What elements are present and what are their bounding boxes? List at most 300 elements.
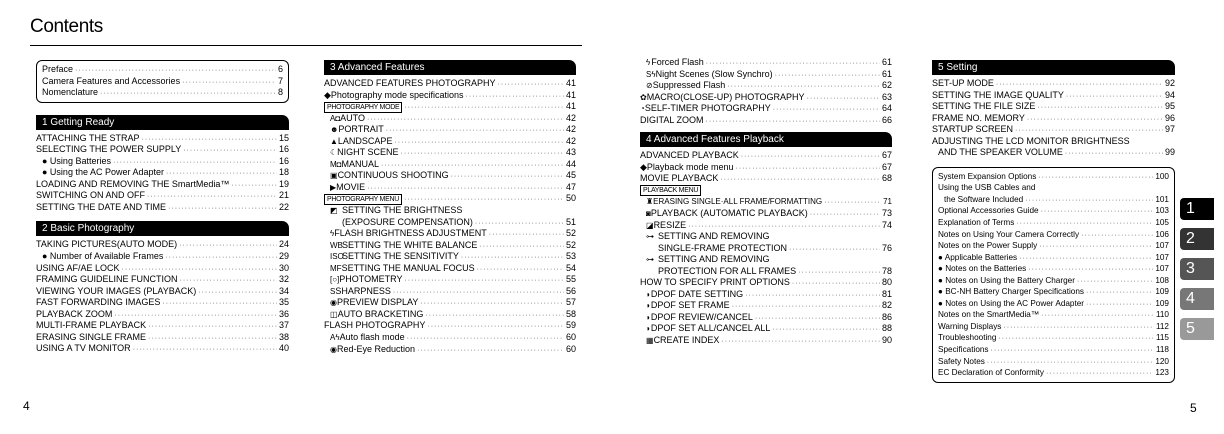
toc-entry-label: FRAME NO. MEMORY — [932, 112, 1025, 123]
toc-entry-page: 43 — [565, 147, 576, 158]
leader-dots — [1041, 310, 1154, 322]
toc-entry — [324, 182, 576, 194]
toc-entry — [324, 170, 576, 182]
toc-entry-label: ◆Photography mode specifications — [324, 89, 464, 100]
toc-entry-label: USING AF/AE LOCK — [36, 262, 120, 273]
toc-entry — [938, 298, 1169, 310]
toc-entry-page: 57 — [565, 297, 576, 308]
chapter-tab-1: 1 — [1180, 198, 1214, 220]
toc-entry-page: 60 — [565, 332, 576, 343]
toc-entry — [932, 78, 1175, 90]
leader-dots — [789, 244, 880, 256]
mode-icon: ◗ — [646, 324, 651, 334]
toc-entry — [932, 147, 1175, 159]
chapter-tab-5: 5 — [1180, 318, 1214, 340]
leader-dots — [461, 252, 564, 264]
toc-entry — [640, 277, 892, 289]
toc-entry — [640, 254, 892, 266]
toc-entry-label: System Expansion Options — [938, 171, 1037, 181]
leader-dots — [732, 301, 880, 313]
toc-entry-page: 97 — [1164, 124, 1175, 135]
toc-entry — [938, 229, 1169, 241]
leader-dots — [1037, 102, 1163, 114]
mode-icon: [○] — [330, 275, 340, 285]
toc-entry — [324, 309, 576, 321]
toc-entry-label: Using the USB Cables and — [938, 183, 1036, 193]
toc-entry-page: 106 — [1155, 229, 1169, 239]
toc-entry-label: SELF-TIMER PHOTOGRAPHY — [644, 103, 771, 114]
toc-entry-page: 45 — [565, 170, 576, 181]
toc-entry-page: 115 — [1155, 333, 1169, 343]
toc-entry-label: ● Notes on Using the Battery Charger — [938, 275, 1075, 285]
toc-entry — [640, 92, 892, 104]
toc-entry — [324, 159, 576, 171]
toc-entry — [36, 167, 289, 179]
toc-entry-page: 21 — [278, 190, 289, 201]
leader-dots — [706, 116, 880, 128]
toc-entry-page: 19 — [278, 178, 289, 189]
mode-icon: Sϟ — [646, 69, 656, 79]
toc-entry — [938, 356, 1169, 368]
section-heading-basic-photography: 2 Basic Photography — [36, 221, 289, 236]
mode-icon: ◩ — [330, 206, 338, 216]
toc-entry-label: SETTING THE SENSITIVITY — [342, 251, 459, 262]
toc-entry — [640, 323, 892, 335]
toc-entry-label: PHOTOGRAPHY MENU — [324, 194, 402, 205]
leader-dots — [792, 278, 880, 290]
toc-entry-page: 94 — [1164, 89, 1175, 100]
toc-entry-page: 42 — [565, 112, 576, 123]
leader-dots — [775, 70, 880, 82]
section-heading-setting: 5 Setting — [932, 60, 1175, 75]
leader-dots — [162, 298, 277, 310]
toc-entry-label: ● Number of Available Frames — [42, 251, 164, 262]
toc-entry-label: SETTING AND REMOVING — [658, 254, 770, 265]
mode-icon: ⊶ — [646, 255, 654, 265]
leader-dots — [1027, 114, 1163, 126]
toc-entry-label: FAST FORWARDING IMAGES — [36, 297, 161, 308]
chapter-tab-4: 4 — [1180, 288, 1214, 310]
toc-entry-label: (EXPOSURE COMPENSATION) — [342, 216, 473, 227]
mode-icon: ◗ — [646, 289, 651, 299]
leader-dots — [1041, 206, 1154, 218]
toc-entry-label: ● Applicable Batteries — [938, 252, 1018, 262]
toc-entry-page: 64 — [881, 103, 892, 114]
toc-entry-label: SETTING THE WHITE BALANCE — [342, 239, 478, 250]
toc-entry-page: 41 — [565, 101, 576, 112]
toc-entry-label: ● Using Batteries — [42, 155, 111, 166]
toc-entry — [324, 263, 576, 275]
toc-entry-label: Auto flash mode — [339, 332, 405, 343]
toc-entry-page: 34 — [278, 285, 289, 296]
toc-entry-label: SINGLE-FRAME PROTECTION — [658, 242, 788, 253]
preface-box — [36, 60, 289, 103]
toc-entry — [324, 124, 576, 136]
section-heading-advanced-playback: 4 Advanced Features Playback — [640, 132, 892, 147]
mode-icon: ◫ — [330, 309, 338, 319]
leader-dots — [735, 163, 880, 175]
toc-entry — [938, 171, 1169, 183]
leader-dots — [991, 345, 1154, 357]
toc-entry — [640, 173, 892, 185]
advanced-features-list — [324, 78, 576, 355]
toc-entry-label: PHOTOMETRY — [339, 274, 403, 285]
column-2 — [324, 60, 576, 355]
toc-entry-page: 86 — [881, 311, 892, 322]
toc-entry-label: ERASING SINGLE FRAME — [36, 331, 147, 342]
toc-entry-page: 53 — [565, 251, 576, 262]
leader-dots — [721, 336, 880, 348]
toc-entry-label: Suppressed Flash — [652, 80, 726, 91]
mode-icon: WB — [330, 240, 343, 250]
toc-entry-label: PLAYBACK ZOOM — [36, 308, 113, 319]
page-number-right: 5 — [1190, 401, 1197, 415]
toc-entry-label: Camera Features and Accessories — [42, 75, 181, 86]
toc-entry-page: 76 — [881, 242, 892, 253]
leader-dots — [475, 218, 564, 230]
toc-entry — [324, 90, 576, 102]
toc-entry-label: Notes on the SmartMedia™ — [938, 310, 1040, 320]
toc-entry-page: 61 — [881, 68, 892, 79]
toc-entry-page: 112 — [1155, 321, 1169, 331]
toc-entry-label: PROTECTION FOR ALL FRAMES — [658, 265, 797, 276]
toc-entry-label: SETTING THE DATE AND TIME — [36, 201, 167, 212]
toc-entry-label: Nomenclature — [42, 87, 99, 98]
toc-entry-page: 107 — [1155, 252, 1169, 262]
mode-icon: ⊶ — [646, 232, 654, 242]
section-heading-advanced-features: 3 Advanced Features — [324, 60, 576, 75]
toc-entry — [36, 320, 289, 332]
leader-dots — [198, 287, 277, 299]
toc-entry-page: 81 — [881, 288, 892, 299]
toc-entry — [42, 64, 283, 76]
setting-list — [932, 78, 1175, 159]
leader-dots — [404, 275, 564, 287]
toc-entry — [324, 101, 576, 113]
toc-entry-label: ● Using the AC Power Adapter — [42, 167, 165, 178]
toc-entry — [938, 344, 1169, 356]
toc-entry-label: FRAMING GUIDELINE FUNCTION — [36, 274, 178, 285]
toc-entry-page: 56 — [565, 285, 576, 296]
toc-entry — [938, 275, 1169, 287]
toc-entry — [324, 217, 576, 229]
toc-entry-page: 18 — [278, 167, 289, 178]
toc-entry-page: 63 — [881, 91, 892, 102]
leader-dots — [1046, 368, 1153, 380]
chapter-tab-3: 3 — [1180, 258, 1214, 280]
toc-entry-page: 52 — [565, 239, 576, 250]
toc-entry-label: MULTI-FRAME PLAYBACK — [36, 320, 147, 331]
toc-entry-page: 118 — [1155, 345, 1169, 355]
toc-entry-label: AUTO BRACKETING — [337, 308, 424, 319]
leader-dots — [1003, 322, 1154, 334]
mode-icon: ◔ — [640, 104, 645, 114]
toc-entry-page: 67 — [881, 161, 892, 172]
toc-entry-page: 41 — [565, 89, 576, 100]
leader-dots — [1086, 299, 1153, 311]
toc-entry-label: FLASH BRIGHTNESS ADJUSTMENT — [334, 228, 487, 239]
toc-entry-page: 108 — [1155, 275, 1169, 285]
toc-entry — [324, 286, 576, 298]
leader-dots — [741, 151, 880, 163]
toc-entry — [938, 194, 1169, 206]
toc-entry — [36, 332, 289, 344]
toc-entry — [640, 220, 892, 232]
toc-entry-label: Optional Accessories Guide — [938, 206, 1039, 216]
toc-entry-page: 101 — [1155, 194, 1169, 204]
toc-entry-label: ◆Playback mode menu — [640, 161, 734, 172]
toc-entry — [324, 78, 576, 90]
toc-entry — [938, 240, 1169, 252]
toc-entry-page: 51 — [565, 216, 576, 227]
mode-icon: S — [330, 286, 336, 296]
toc-entry-page: 36 — [278, 308, 289, 319]
toc-entry — [938, 182, 1169, 194]
leader-dots — [100, 88, 276, 100]
toc-entry — [640, 80, 892, 92]
leader-dots — [1065, 148, 1163, 160]
toc-entry-label: Notes on the Power Supply — [938, 241, 1038, 251]
toc-entry — [324, 147, 576, 159]
toc-entry — [938, 217, 1169, 229]
leader-dots — [404, 102, 564, 114]
leader-dots — [1081, 230, 1153, 242]
mode-icon: A◘ — [330, 113, 341, 123]
leader-dots — [1019, 253, 1153, 265]
toc-entry-label: DPOF SET FRAME — [650, 300, 730, 311]
toc-entry-label: Notes on Using Your Camera Correctly — [938, 229, 1080, 239]
toc-entry — [938, 205, 1169, 217]
toc-entry-page: 66 — [881, 114, 892, 125]
toc-entry-label: DPOF DATE SETTING — [650, 288, 744, 299]
toc-entry-label: ADJUSTING THE LCD MONITOR BRIGHTNESS — [932, 135, 1130, 146]
toc-entry-label: ● BC-NH Battery Charger Specifications — [938, 287, 1085, 297]
column-4 — [932, 60, 1175, 383]
toc-entry-label: PHOTOGRAPHY MODE — [324, 102, 402, 113]
mode-icon: ▦ — [646, 336, 654, 346]
leader-dots — [773, 104, 880, 116]
toc-entry-page: 16 — [278, 144, 289, 155]
toc-entry-label: ERASING SINGLE·ALL FRAME/FORMATTING — [653, 197, 823, 207]
toc-entry — [938, 321, 1169, 333]
leader-dots — [466, 91, 564, 103]
leader-dots — [498, 79, 564, 91]
toc-entry-page: 40 — [278, 343, 289, 354]
mode-icon: ◉ — [330, 298, 337, 308]
toc-entry-page: 95 — [1164, 101, 1175, 112]
leader-dots — [133, 344, 277, 356]
leader-dots — [147, 191, 277, 203]
toc-entry-label: ADVANCED FEATURES PHOTOGRAPHY — [324, 78, 496, 88]
toc-entry — [36, 251, 289, 263]
toc-entry — [36, 202, 289, 214]
toc-entry-page: 82 — [881, 300, 892, 311]
leader-dots — [386, 125, 564, 137]
toc-entry-page: 71 — [883, 197, 892, 207]
toc-entry — [640, 162, 892, 174]
mode-icon: Aϟ — [330, 333, 340, 343]
leader-dots — [401, 148, 564, 160]
leader-dots — [417, 345, 564, 357]
toc-entry-label: LOADING AND REMOVING THE SmartMedia™ — [36, 178, 230, 189]
toc-entry — [36, 297, 289, 309]
toc-entry-label: LANDSCAPE — [337, 135, 393, 146]
toc-entry-page: 90 — [881, 335, 892, 346]
leader-dots — [824, 197, 881, 209]
toc-entry — [324, 344, 576, 356]
toc-entry-page: 42 — [565, 124, 576, 135]
toc-entry-label: STARTUP SCREEN — [932, 124, 1014, 135]
toc-entry-label: PREVIEW DISPLAY — [336, 297, 419, 308]
toc-entry-page: 107 — [1155, 264, 1169, 274]
leader-dots — [720, 174, 880, 186]
toc-entry-label: SETTING THE BRIGHTNESS — [342, 205, 463, 216]
toc-entry-label: ● Notes on the Batteries — [938, 264, 1027, 274]
toc-entry — [938, 263, 1169, 275]
toc-entry-label: MACRO(CLOSE-UP) PHOTOGRAPHY — [646, 91, 805, 102]
toc-entry — [938, 286, 1169, 298]
leader-dots — [407, 333, 564, 345]
leader-dots — [1066, 91, 1163, 103]
toc-entry-label: AUTO — [340, 112, 366, 123]
mode-icon: ◗ — [646, 301, 651, 311]
leader-dots — [367, 183, 564, 195]
toc-entry — [640, 69, 892, 81]
mode-icon: ◪ — [646, 220, 654, 230]
toc-entry-label: SWITCHING ON AND OFF — [36, 190, 145, 201]
toc-entry-label: MOVIE PLAYBACK — [640, 173, 719, 184]
toc-entry-page: 52 — [565, 228, 576, 239]
toc-entry-page: 78 — [881, 265, 892, 276]
toc-entry — [640, 312, 892, 324]
mode-icon: ▶ — [330, 182, 337, 192]
leader-dots — [755, 313, 880, 325]
toc-entry-label: SELECTING THE POWER SUPPLY — [36, 144, 182, 155]
toc-entry-page: 105 — [1155, 218, 1169, 228]
toc-entry-label: Warning Displays — [938, 321, 1002, 331]
toc-entry — [324, 193, 576, 205]
toc-entry — [324, 205, 576, 217]
toc-entry-page: 92 — [1164, 78, 1175, 88]
toc-entry-page: 88 — [881, 323, 892, 334]
toc-entry-label: RESIZE — [653, 219, 687, 230]
toc-entry — [640, 103, 892, 115]
toc-entry — [324, 297, 576, 309]
toc-entry — [36, 156, 289, 168]
toc-entry — [36, 343, 289, 355]
toc-entry — [938, 367, 1169, 379]
leader-dots — [1038, 172, 1153, 184]
toc-entry — [640, 57, 892, 69]
toc-entry — [938, 332, 1169, 344]
toc-entry — [932, 124, 1175, 136]
mode-icon: ☻ — [330, 125, 339, 135]
leader-dots — [772, 324, 880, 336]
toc-entry — [640, 115, 892, 127]
leader-dots — [165, 252, 277, 264]
toc-entry-page: 96 — [1164, 112, 1175, 123]
toc-entry-label: MOVIE — [336, 181, 366, 192]
toc-entry — [324, 240, 576, 252]
leader-dots — [810, 209, 880, 221]
toc-entry-label: SET-UP MODE — [932, 78, 994, 88]
toc-entry-label: Specifications — [938, 345, 989, 355]
toc-entry-label: DIGITAL ZOOM — [640, 114, 704, 125]
toc-entry — [932, 113, 1175, 125]
toc-entry-page: 80 — [881, 277, 892, 288]
toc-entry-page: 99 — [1164, 147, 1175, 158]
toc-entry-page: 109 — [1155, 298, 1169, 308]
toc-entry — [324, 136, 576, 148]
toc-entry-label: Forced Flash — [651, 57, 704, 67]
toc-entry — [36, 274, 289, 286]
toc-entry-page: 32 — [278, 274, 289, 285]
toc-entry — [36, 133, 289, 145]
toc-entry-page: 74 — [881, 219, 892, 230]
toc-entry-page: 50 — [565, 193, 576, 204]
toc-entry-label: SETTING THE FILE SIZE — [932, 101, 1036, 112]
toc-entry-label: SETTING AND REMOVING — [658, 231, 770, 242]
mode-icon: ⊘ — [646, 81, 653, 91]
leader-dots — [394, 137, 564, 149]
toc-entry-label: Troubleshooting — [938, 333, 997, 343]
toc-entry-label: MANUAL — [341, 158, 380, 169]
toc-entry-page: 59 — [565, 320, 576, 331]
toc-entry-page: 22 — [278, 201, 289, 212]
mode-icon: ♜ — [646, 197, 654, 207]
toc-entry — [36, 286, 289, 298]
toc-entry-label: CREATE INDEX — [653, 335, 720, 346]
toc-entry-page: 61 — [881, 57, 892, 67]
page-number-left: 4 — [23, 399, 30, 413]
chapter-tab-2: 2 — [1180, 228, 1214, 250]
toc-entry — [324, 320, 576, 332]
toc-entry — [938, 309, 1169, 321]
toc-entry-label: DPOF REVIEW/CANCEL — [650, 311, 753, 322]
toc-entry-label: Preface — [42, 64, 74, 74]
toc-entry — [640, 300, 892, 312]
toc-entry — [324, 113, 576, 125]
toc-entry-page: 41 — [565, 78, 576, 88]
leader-dots — [168, 203, 277, 215]
toc-entry — [324, 332, 576, 344]
mode-icon: ISO — [330, 252, 344, 262]
toc-entry — [640, 150, 892, 162]
toc-entry-page: 16 — [278, 155, 289, 166]
leader-dots — [231, 180, 277, 192]
toc-entry-page: 58 — [565, 308, 576, 319]
toc-entry — [640, 335, 892, 347]
toc-entry-page: 24 — [278, 239, 289, 250]
leader-dots — [179, 240, 277, 252]
toc-entry — [36, 309, 289, 321]
flash-continued-list — [640, 57, 892, 126]
toc-entry-page: 60 — [565, 343, 576, 354]
toc-entry — [932, 136, 1175, 148]
toc-entry — [640, 231, 892, 243]
toc-entry-page: 120 — [1155, 356, 1169, 366]
leader-dots — [807, 93, 880, 105]
toc-entry-label: Night Scenes (Slow Synchro) — [655, 68, 773, 79]
toc-entry-page: 100 — [1155, 171, 1169, 181]
toc-entry-label: ATTACHING THE STRAP — [36, 132, 140, 143]
toc-entry-label: USING A TV MONITOR — [36, 343, 131, 354]
leader-dots — [1077, 276, 1153, 288]
toc-entry-label: TAKING PICTURES(AUTO MODE) — [36, 239, 178, 250]
leader-dots — [183, 145, 277, 157]
toc-entry — [640, 196, 892, 208]
title-rule — [30, 45, 582, 46]
